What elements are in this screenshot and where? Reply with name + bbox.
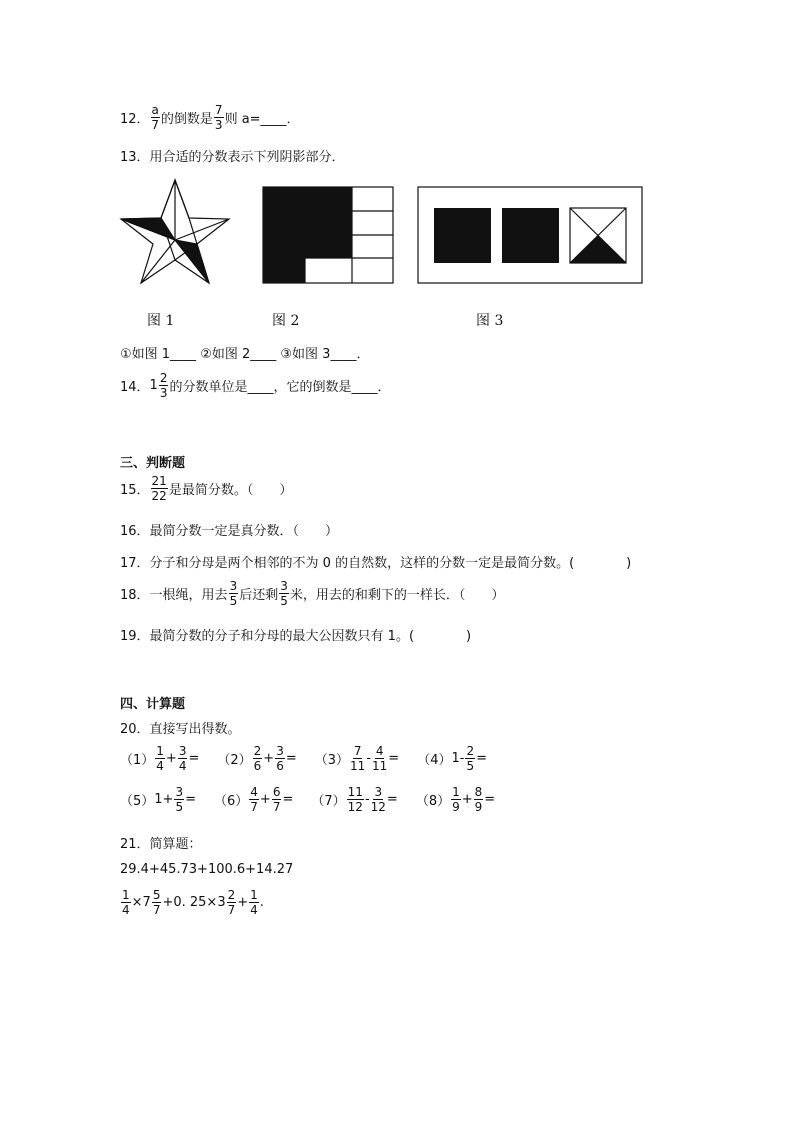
figure-3-squares <box>417 186 643 284</box>
question-14: 14． 1 $\frac{2}{3}$ 的分数单位是____，它的倒数是____． <box>120 371 391 400</box>
question-19: 19．最简分数的分子和分母的最大公因数只有 1。( ) <box>120 629 472 644</box>
figure-1-caption: 图 1 <box>147 313 175 329</box>
figure-2-grid <box>262 186 394 284</box>
calc-item: （1） $\frac{1}{4}$ + $\frac{3}{4}$ = <box>120 744 200 773</box>
fraction-7-over-3: $\frac{7}{3}$ <box>214 103 223 132</box>
expression-2: $\frac{1}{4}$ ×7 $\frac{5}{7}$ +0. 25×3 $\frac{2}{7}$ + $\frac{1}{4}$ . <box>122 888 264 917</box>
figure-2-caption: 图 2 <box>272 313 300 329</box>
fraction: $\frac{1}{4}$ <box>156 744 164 773</box>
section-3-title: 三、判断题 <box>120 456 186 471</box>
calc-item: （6） $\frac{4}{7}$ + $\frac{6}{7}$ = <box>214 785 294 814</box>
question-16: 16．最简分数一定是真分数．（ ） <box>120 524 339 539</box>
question-21: 21．简算题： <box>120 837 202 852</box>
figure-3-caption: 图 3 <box>476 313 504 329</box>
fraction: $\frac{3}{4}$ <box>178 744 187 773</box>
calc-item: （5） 1+ $\frac{3}{5}$ = <box>120 785 196 814</box>
fraction: $\frac{7}{11}$ <box>350 744 366 773</box>
fraction-3-over-5: $\frac{3}{5}$ <box>229 579 238 608</box>
question-20: 20．直接写出得数。 <box>120 722 241 737</box>
calc-item: （7） $\frac{11}{12}$ - $\frac{3}{12}$ = <box>311 785 398 814</box>
fraction: $\frac{3}{6}$ <box>276 744 284 773</box>
fraction: $\frac{4}{7}$ <box>250 785 258 814</box>
calc-item: （4） 1- $\frac{2}{5}$ = <box>417 744 487 773</box>
section-4-title: 四、计算题 <box>120 697 186 712</box>
fraction: $\frac{6}{7}$ <box>272 785 281 814</box>
fraction: $\frac{3}{5}$ <box>175 785 184 814</box>
fraction: $\frac{11}{12}$ <box>347 785 363 814</box>
shaded-square-1 <box>434 208 491 263</box>
fraction: $\frac{1}{9}$ <box>452 785 460 814</box>
calc-item: （2） $\frac{2}{6}$ + $\frac{3}{6}$ = <box>217 744 297 773</box>
question-13: 13．用合适的分数表示下列阴影部分． <box>120 150 345 165</box>
question-13-answers: ①如图 1____ ②如图 2____ ③如图 3____． <box>120 347 370 362</box>
mixed-number-1-2-3: 1 $\frac{2}{3}$ <box>149 371 168 400</box>
question-17: 17．分子和分母是两个相邻的不为 0 的自然数，这样的分数一定是最简分数。( ) <box>120 556 632 571</box>
calc-row-1 <box>120 745 505 772</box>
expression-1: 29.4+45.73+100.6+14.27 <box>120 862 294 877</box>
fraction-a-over-7: $\frac{a}{7}$ <box>151 103 160 132</box>
fraction: $\frac{4}{11}$ <box>372 744 388 773</box>
question-12: 12． $\frac{a}{7}$ 的倒数是 $\frac{7}{3}$ 则 a=____． <box>120 103 300 132</box>
calc-item: （8） $\frac{1}{9}$ + $\frac{8}{9}$ = <box>415 785 496 814</box>
figure-1-star <box>118 178 232 286</box>
question-18: 18． 一根绳，用去 $\frac{3}{5}$ 后还剩 $\frac{3}{5}$ 米，用去的和剩下的一样长．（ ） <box>120 579 505 608</box>
calc-item: （3） $\frac{7}{11}$ - $\frac{4}{11}$ = <box>314 744 400 773</box>
fraction: $\frac{2}{6}$ <box>253 744 262 773</box>
question-number: 12． <box>120 112 150 127</box>
calc-row-2 <box>120 786 513 813</box>
fraction: $\frac{2}{5}$ <box>466 744 475 773</box>
shaded-square-2 <box>502 208 559 263</box>
fraction-3-over-5-meters: $\frac{3}{5}$ <box>280 579 288 608</box>
fraction: $\frac{3}{12}$ <box>370 785 386 814</box>
fraction: $\frac{8}{9}$ <box>474 785 483 814</box>
fraction-21-over-22: $\frac{21}{22}$ <box>151 474 167 503</box>
question-15: 15． $\frac{21}{22}$ 是最简分数。（ ） <box>120 474 293 503</box>
